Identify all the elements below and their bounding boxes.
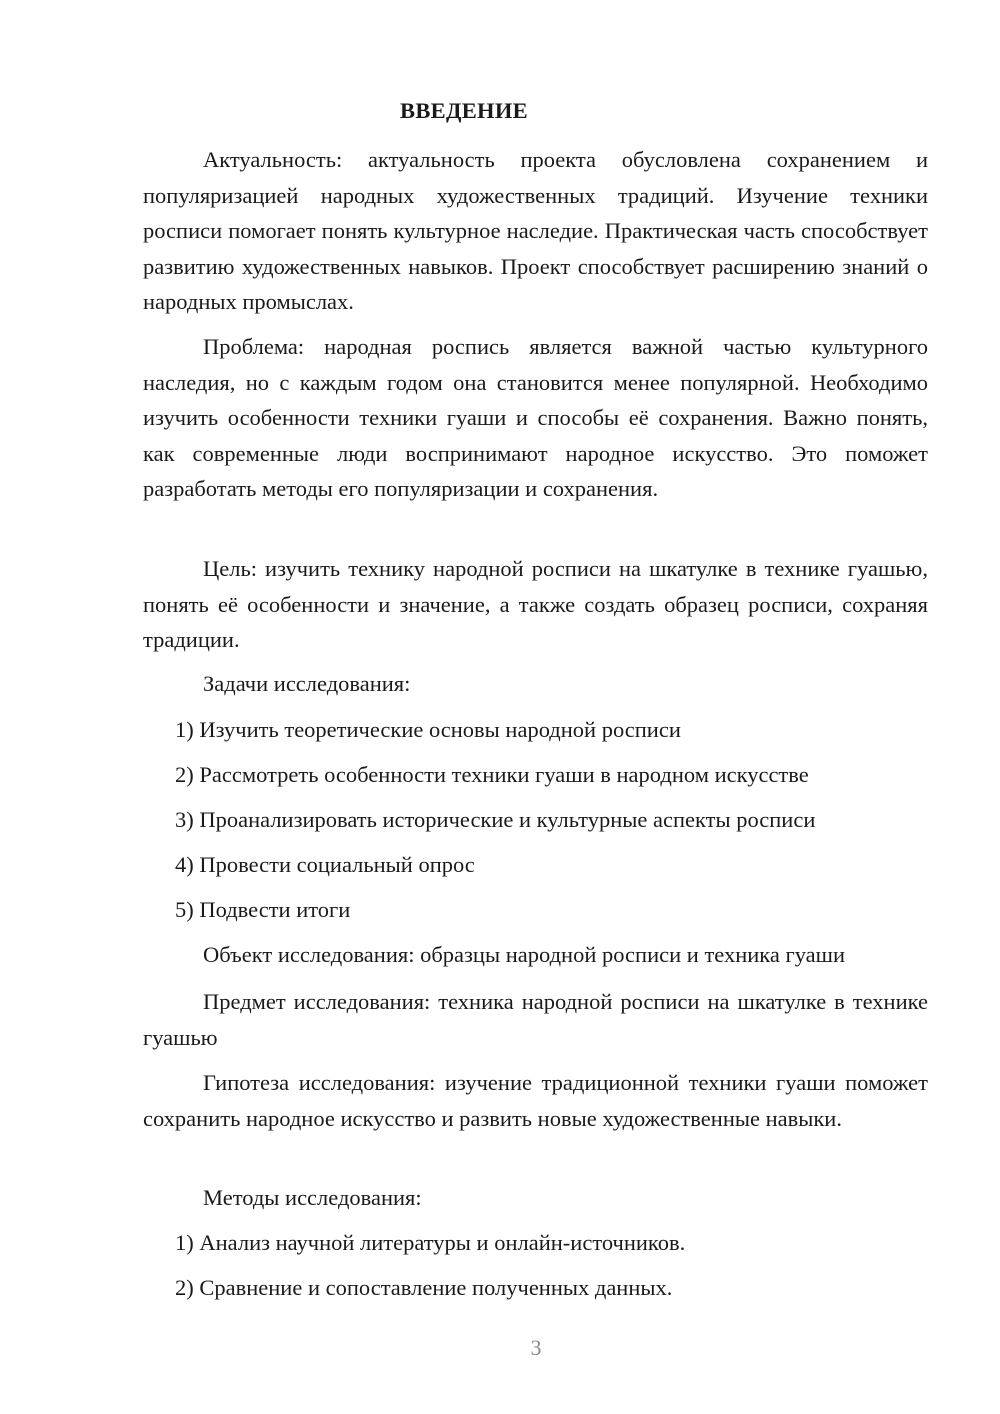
hypothesis-paragraph: Гипотеза исследования: изучение традиционной техники гуаши поможет сохранить народное искусство и развить новые художественные навыки. [143,1070,928,1131]
object-line: Объект исследования: образцы народной росписи и техника гуаши [203,942,846,967]
task-item-1: 1) Изучить теоретические основы народной росписи [175,717,681,742]
task-item-4: 4) Провести социальный опрос [175,852,475,877]
methods-heading: Методы исследования: [203,1185,422,1210]
goal-paragraph: Цель: изучить технику народной росписи на шкатулке в технике гуашью, понять её особенности и значение, а также создать образец росписи, сохраняя традиции. [143,556,928,653]
method-item-2: 2) Сравнение и сопоставление полученных данных. [175,1275,673,1300]
relevance-paragraph: Актуальность: актуальность проекта обусловлена сохранением и популяризацией народных художественных традиций. Изучение техники росписи помогает понять культурное наследие. Практическая часть способствует развитию художественных навыков. Проект способствует расширению знаний о народных промыслах. [143,147,928,315]
method-item-1: 1) Анализ научной литературы и онлайн-источников. [175,1230,686,1255]
task-item-3: 3) Проанализировать исторические и культурные аспекты росписи [175,807,816,832]
task-item-5: 5) Подвести итоги [175,897,351,922]
tasks-heading: Задачи исследования: [203,671,411,696]
task-item-2: 2) Рассмотреть особенности техники гуаши в народном искусстве [175,762,809,787]
subject-paragraph: Предмет исследования: техника народной росписи на шкатулке в технике гуашью [143,989,928,1050]
page-title-text: ВВЕДЕНИЕ [400,98,528,123]
page-number: 3 [530,1335,542,1360]
problem-paragraph: Проблема: народная роспись является важной частью культурного наследия, но с каждым годом она становится менее популярной. Необходимо изучить особенности техники гуаши и способы её сохранения. Важно понять, как современные люди воспринимают народное искусство. Это поможет разработать методы его популяризации и сохранения. [143,334,928,502]
page-title [0,97,1000,125]
